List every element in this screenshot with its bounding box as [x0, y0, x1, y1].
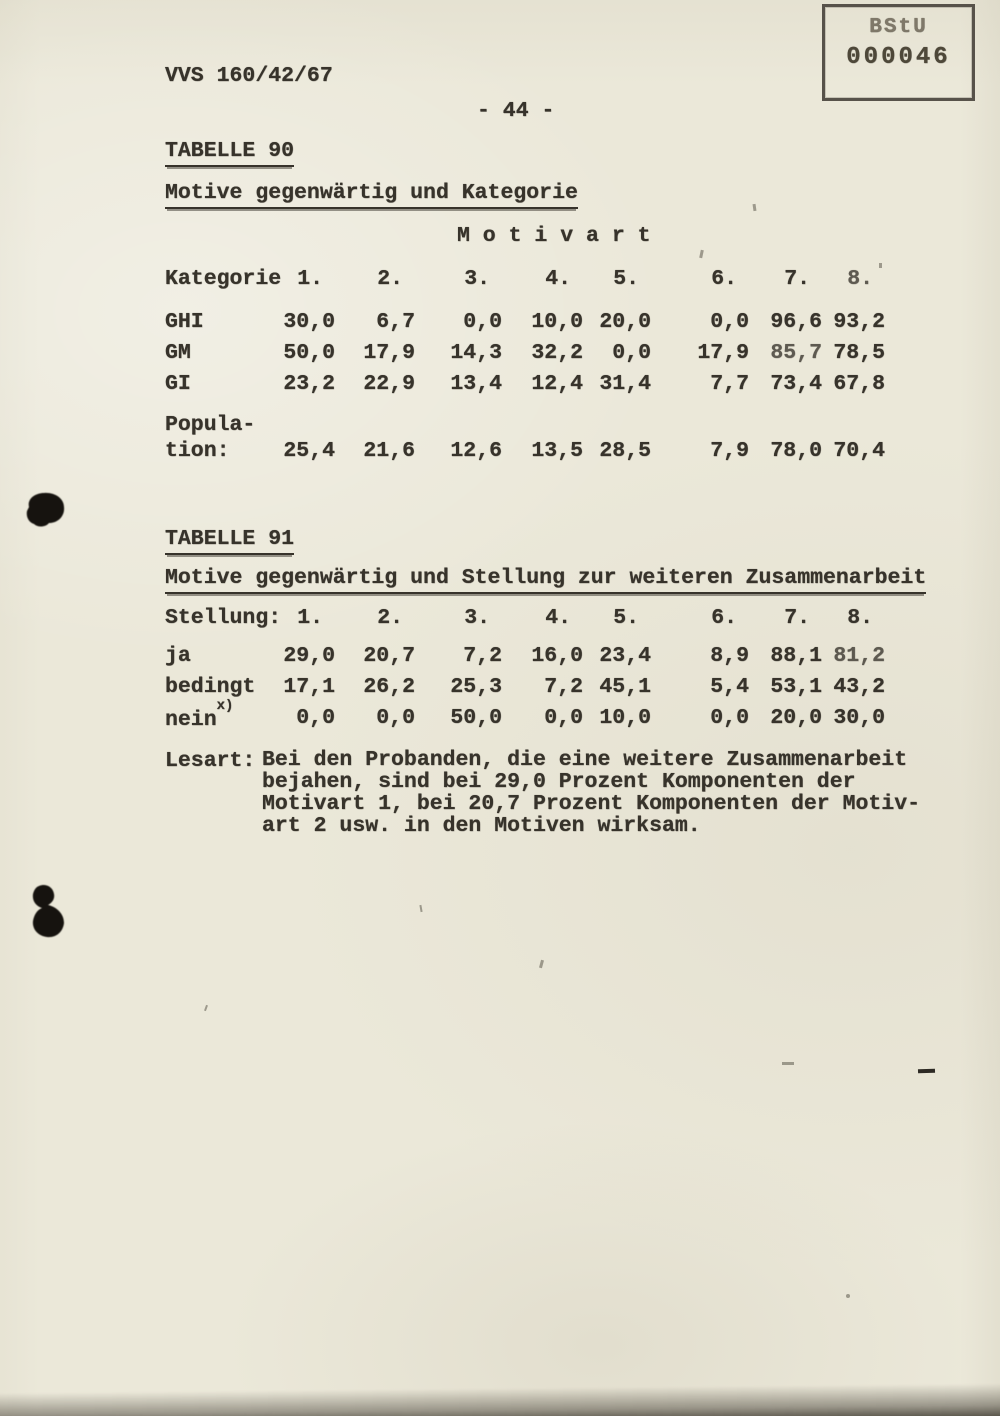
- cell: 43,2: [833, 675, 885, 699]
- row-label: ja: [165, 644, 191, 668]
- lesart-line: art 2 usw. in den Motiven wirksam.: [262, 814, 701, 838]
- cell: 14,3: [450, 341, 502, 365]
- column-header: 5.: [613, 606, 639, 630]
- doc-number: VVS 160/42/67: [165, 64, 333, 88]
- cell: 73,4: [770, 372, 822, 396]
- cell: 96,6: [770, 310, 822, 334]
- table-row: [165, 675, 885, 701]
- cell: 16,0: [531, 644, 583, 668]
- table-row: [165, 341, 885, 367]
- table-91: [165, 606, 885, 732]
- column-header: 3.: [464, 267, 490, 291]
- cell: 53,1: [770, 675, 822, 699]
- cell: 88,1: [770, 644, 822, 668]
- table-row: [165, 310, 885, 336]
- column-header: 8.: [847, 606, 873, 630]
- ink-speck: [753, 204, 757, 211]
- cell: 0,0: [710, 310, 749, 334]
- column-header: 4.: [545, 606, 571, 630]
- cell: 23,2: [283, 372, 335, 396]
- ink-speck: [539, 960, 544, 969]
- cell: 7,2: [463, 644, 502, 668]
- table-row: [165, 644, 885, 670]
- cell: 22,9: [363, 372, 415, 396]
- cell: 10,0: [599, 706, 651, 730]
- ink-speck: [699, 250, 704, 258]
- cell: 7,2: [544, 675, 583, 699]
- cell: 0,0: [376, 706, 415, 730]
- cell: 45,1: [599, 675, 651, 699]
- table-91-corner-label: Stellung:: [165, 606, 282, 630]
- cell: 70,4: [833, 439, 885, 463]
- cell: 30,0: [833, 706, 885, 730]
- cell: 78,0: [770, 439, 822, 463]
- cell: 78,5: [833, 341, 885, 365]
- cell: 28,5: [599, 439, 651, 463]
- cell: 93,2: [833, 310, 885, 334]
- cell: 20,7: [363, 644, 415, 668]
- table-91-header-row: [165, 606, 885, 632]
- column-header: 1.: [297, 606, 323, 630]
- cell: 20,0: [599, 310, 651, 334]
- cell: 25,3: [450, 675, 502, 699]
- cell: 26,2: [363, 675, 415, 699]
- column-header: 7.: [784, 606, 810, 630]
- table-91-subtitle: Motive gegenwärtig und Stellung zur weiteren Zusammenarbeit: [165, 566, 926, 594]
- cell: 30,0: [283, 310, 335, 334]
- cell: 13,4: [450, 372, 502, 396]
- cell: 20,0: [770, 706, 822, 730]
- cell: 85,7: [770, 341, 822, 365]
- cell: 21,6: [363, 439, 415, 463]
- ink-speck: [918, 1069, 935, 1074]
- row-label: GHI: [165, 310, 204, 334]
- column-header: 4.: [545, 267, 571, 291]
- column-header: 6.: [711, 606, 737, 630]
- row-label: GM: [165, 341, 191, 365]
- cell: 50,0: [283, 341, 335, 365]
- lesart-paragraph: [262, 749, 920, 837]
- ink-speck: [879, 263, 882, 268]
- table-row-population-values: [165, 439, 885, 465]
- cell: 0,0: [710, 706, 749, 730]
- cell: 81,2: [833, 644, 885, 668]
- ink-blot: [26, 884, 66, 947]
- column-header: 6.: [711, 267, 737, 291]
- lesart-line: bejahen, sind bei 29,0 Prozent Komponenten der: [262, 770, 856, 794]
- page-bottom-edge: [0, 1383, 1000, 1416]
- row-label: Popula-: [165, 413, 256, 437]
- ink-speck: [782, 1062, 794, 1065]
- row-label: bedingt: [165, 675, 256, 699]
- cell: 0,0: [612, 341, 651, 365]
- cell: 13,5: [531, 439, 583, 463]
- table-90-title: TABELLE 90: [165, 139, 294, 167]
- cell: 10,0: [531, 310, 583, 334]
- cell: 25,4: [283, 439, 335, 463]
- table-90-group-header: M o t i v a r t: [457, 224, 651, 248]
- stamp-agency-label: BStU: [869, 16, 928, 39]
- ink-speck: [419, 905, 422, 912]
- column-header: 5.: [613, 267, 639, 291]
- table-90-header-row: [165, 267, 885, 293]
- table-90: [165, 267, 885, 465]
- table-90-corner-label: Kategorie: [165, 267, 282, 291]
- table-row: [165, 698, 885, 733]
- cell: 31,4: [599, 372, 651, 396]
- ink-speck: [846, 1294, 850, 1298]
- cell: 7,9: [710, 439, 749, 463]
- table-row: [165, 372, 885, 398]
- cell: 8,9: [710, 644, 749, 668]
- cell: 6,7: [376, 310, 415, 334]
- column-header: 2.: [377, 267, 403, 291]
- cell: 67,8: [833, 372, 885, 396]
- row-label: GI: [165, 372, 191, 396]
- page-number: - 44 -: [477, 99, 555, 123]
- column-header: 1.: [297, 267, 323, 291]
- row-label: tion:: [165, 439, 230, 463]
- cell: 23,4: [599, 644, 651, 668]
- footnote-marker: x): [216, 698, 234, 714]
- row-label: nein$^{x)}$: [165, 698, 234, 733]
- cell: 0,0: [296, 706, 335, 730]
- cell: 50,0: [450, 706, 502, 730]
- cell: 12,4: [531, 372, 583, 396]
- cell: 32,2: [531, 341, 583, 365]
- cell: 0,0: [463, 310, 502, 334]
- cell: 0,0: [544, 706, 583, 730]
- table-91-title: TABELLE 91: [165, 527, 294, 555]
- cell: 12,6: [450, 439, 502, 463]
- lesart-line: Bei den Probanden, die eine weitere Zusammenarbeit: [262, 748, 908, 772]
- lesart-label: Lesart:: [165, 749, 256, 773]
- column-header: 3.: [464, 606, 490, 630]
- column-header: 7.: [784, 267, 810, 291]
- cell: 7,7: [710, 372, 749, 396]
- cell: 17,9: [697, 341, 749, 365]
- cell: 17,9: [363, 341, 415, 365]
- cell: 5,4: [710, 675, 749, 699]
- ink-blot: [20, 490, 66, 535]
- column-header: 2.: [377, 606, 403, 630]
- lesart-line: Motivart 1, bei 20,7 Prozent Komponenten der Motiv-: [262, 792, 921, 816]
- table-row-population-label: [165, 413, 885, 439]
- stamp-serial-number: 000046: [846, 44, 951, 71]
- column-header: 8.: [847, 267, 873, 291]
- archive-stamp: [822, 4, 975, 101]
- cell: 29,0: [283, 644, 335, 668]
- ink-speck: [204, 1005, 208, 1011]
- table-90-subtitle: Motive gegenwärtig und Kategorie: [165, 181, 578, 209]
- cell: 17,1: [283, 675, 335, 699]
